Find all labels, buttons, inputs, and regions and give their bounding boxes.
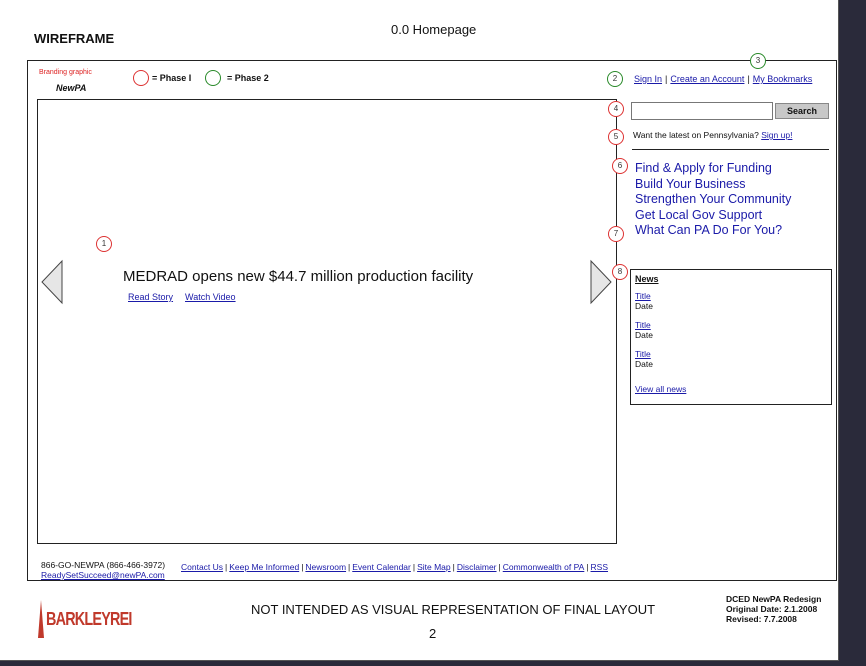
triangle-left-icon[interactable]: [40, 259, 64, 305]
footer-link-keep-me-informed[interactable]: Keep Me Informed: [229, 562, 300, 572]
cta-link-community[interactable]: Strengthen Your Community: [635, 192, 792, 206]
news-heading: News: [635, 274, 659, 284]
marker-2: 2: [607, 71, 623, 87]
footer-phone: 866-GO-NEWPA (866-466-3972): [41, 560, 166, 570]
view-all-news-text[interactable]: View all news: [635, 384, 687, 394]
news-item-date: Date: [635, 330, 653, 340]
slider-links: [128, 292, 248, 302]
marker-8: 8: [612, 264, 628, 280]
divider: [632, 149, 829, 150]
site-logo-text: NewPA: [56, 83, 87, 93]
layout-disclaimer: NOT INTENDED AS VISUAL REPRESENTATION OF FINAL LAYOUT: [251, 602, 656, 617]
feature-slider: [37, 99, 617, 544]
marker-6: 6: [612, 158, 628, 174]
cta-link-local-gov[interactable]: Get Local Gov Support: [635, 207, 763, 222]
search-button[interactable]: Search: [775, 103, 829, 119]
logo-text: BARKLEYREI: [46, 608, 132, 629]
triangle-right-icon[interactable]: [589, 259, 613, 305]
revised-date: Revised: 7.7.2008: [726, 614, 797, 624]
nav-separator: |: [747, 74, 750, 84]
footer-link-newsroom[interactable]: Newsroom: [305, 562, 347, 572]
footer-link-commonwealth[interactable]: Commonwealth of PA: [502, 562, 585, 572]
page-title: 0.0 Homepage: [391, 22, 477, 37]
slider-headline: MEDRAD opens new $44.7 million production facility: [123, 268, 474, 285]
cta-link-what-can-pa-do[interactable]: What Can PA Do For You?: [635, 223, 783, 237]
news-item: [635, 349, 653, 369]
footer-link-contact-us[interactable]: Contact Us: [181, 562, 224, 572]
news-item-title[interactable]: Title: [635, 349, 651, 359]
wireframe-label: WIREFRAME: [34, 31, 115, 46]
news-item: [635, 320, 653, 340]
sign-in-link[interactable]: Sign In: [634, 74, 663, 84]
account-nav: [634, 74, 812, 84]
project-name: DCED NewPA Redesign: [726, 594, 822, 604]
my-bookmarks-link[interactable]: My Bookmarks: [752, 74, 813, 84]
barkley-logo: [36, 600, 153, 638]
phase1-legend-label: = Phase I: [152, 73, 192, 83]
footer-link-disclaimer[interactable]: Disclaimer: [456, 562, 497, 572]
news-item-title[interactable]: Title: [635, 291, 651, 301]
footer-link-site-map[interactable]: Site Map: [417, 562, 451, 572]
marker-7: 7: [608, 226, 624, 242]
news-item-date: Date: [635, 301, 653, 311]
marker-1: 1: [96, 236, 112, 252]
footer-link-rss[interactable]: RSS: [590, 562, 609, 572]
sign-up-link[interactable]: Sign up!: [761, 130, 793, 140]
create-account-link[interactable]: Create an Account: [670, 74, 745, 84]
search-input[interactable]: [631, 102, 773, 120]
page-number: 2: [429, 626, 437, 641]
cta-link-list: [635, 161, 791, 239]
marker-3: 3: [750, 53, 766, 69]
news-item: [635, 291, 653, 311]
marker-5: 5: [608, 129, 624, 145]
footer-email-link[interactable]: ReadySetSucceed@newPA.com: [41, 570, 165, 580]
phase1-legend-circle: [133, 70, 149, 86]
phase2-legend-label: = Phase 2: [227, 73, 269, 83]
footer-links: Contact Us | Keep Me Informed | Newsroom | Event Calendar | Site Map | Disclaimer | Commonwealth of PA | RSS: [181, 562, 609, 572]
phase2-legend-circle: [205, 70, 221, 86]
original-date: Original Date: 2.1.2008: [726, 604, 818, 614]
cta-link-funding[interactable]: Find & Apply for Funding: [635, 161, 772, 175]
marker-4: 4: [608, 101, 624, 117]
document-meta: [726, 594, 821, 624]
footer-link-event-calendar[interactable]: Event Calendar: [352, 562, 411, 572]
news-item-date: Date: [635, 359, 653, 369]
watch-video-link[interactable]: Watch Video: [185, 292, 236, 302]
branding-graphic-label: Branding graphic: [39, 69, 92, 76]
tower-icon: [36, 600, 46, 638]
signup-prompt-text: Want the latest on Pennsylvania?: [633, 130, 759, 140]
footer-contact: [41, 560, 165, 580]
cta-link-business[interactable]: Build Your Business: [635, 176, 746, 191]
news-item-title[interactable]: Title: [635, 320, 651, 330]
signup-prompt: [633, 130, 792, 140]
read-story-link[interactable]: Read Story: [128, 292, 174, 302]
nav-separator: |: [665, 74, 668, 84]
view-all-news-link[interactable]: [635, 384, 686, 394]
